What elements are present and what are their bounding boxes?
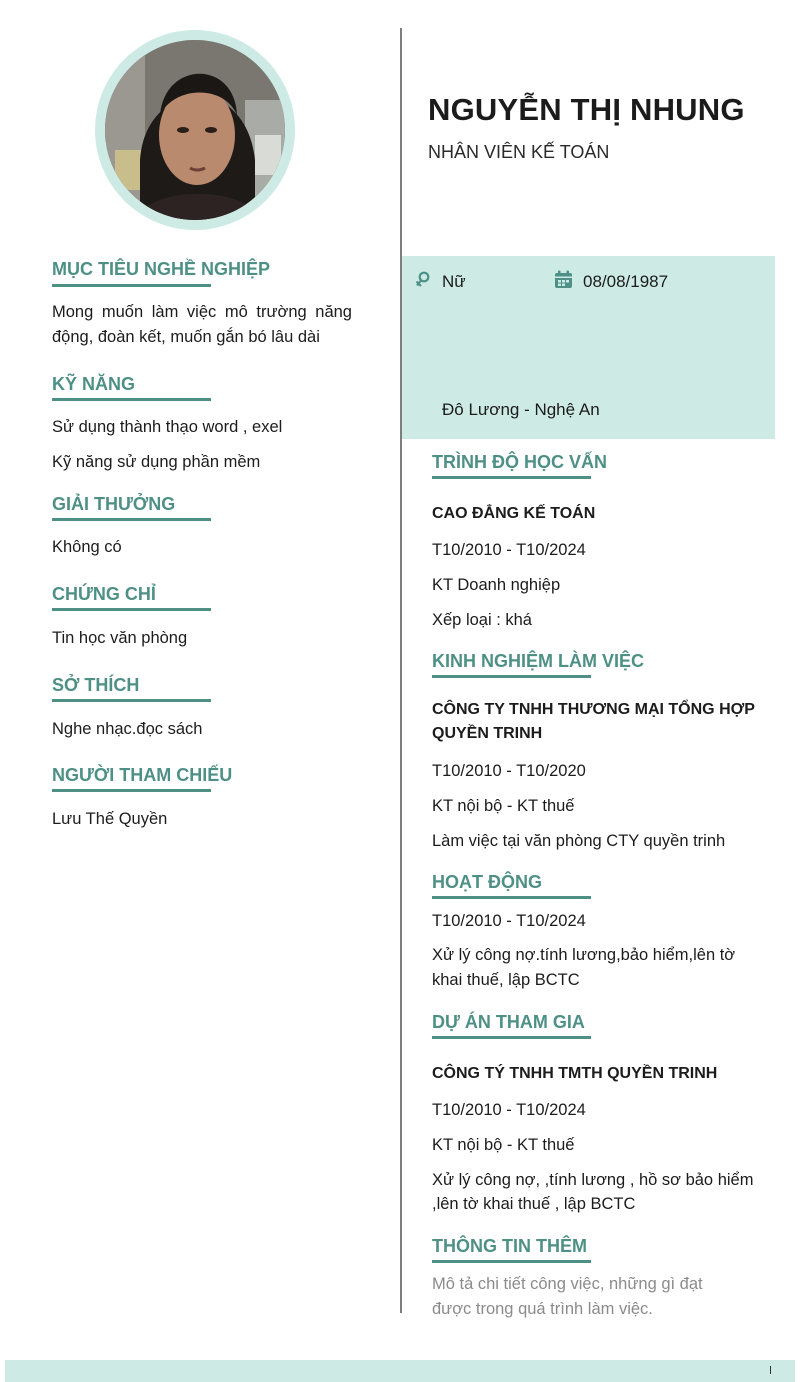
activities-underline xyxy=(432,896,591,899)
projects-company: CÔNG TÝ TNHH TMTH QUYỀN TRINH xyxy=(432,1065,718,1082)
certificates-underline xyxy=(52,608,211,611)
activities-description: Xử lý công nợ.tính lương,bảo hiểm,lên tờ khai thuế, lập BCTC xyxy=(432,946,736,989)
skill-item: Kỹ năng sử dụng phần mềm xyxy=(52,453,261,471)
objective-title: MỤC TIÊU NGHỀ NGHIỆP xyxy=(52,259,271,279)
hobbies-title: SỞ THÍCH xyxy=(52,675,140,695)
references-text: Lưu Thế Quyền xyxy=(52,810,168,828)
activities-period: T10/2010 - T10/2024 xyxy=(432,912,586,930)
skills-title: KỸ NĂNG xyxy=(52,374,136,394)
skill-item: Sử dụng thành thạo word , exel xyxy=(52,418,283,436)
references-title: NGƯỜI THAM CHIẾU xyxy=(52,765,233,785)
projects-period: T10/2010 - T10/2024 xyxy=(432,1101,586,1119)
education-grade: Xếp loại : khá xyxy=(432,611,532,629)
job-title: NHÂN VIÊN KẾ TOÁN xyxy=(428,142,610,162)
education-title: TRÌNH ĐỘ HỌC VẤN xyxy=(432,452,607,472)
projects-underline xyxy=(432,1036,591,1039)
experience-position: KT nội bộ - KT thuế xyxy=(432,797,575,815)
projects-description: Xử lý công nợ, ,tính lương , hồ sơ bảo hiểm ,lên tờ khai thuế , lập BCTC xyxy=(432,1171,754,1213)
additional-underline xyxy=(432,1260,591,1263)
hobbies-underline xyxy=(52,699,211,702)
column-divider xyxy=(400,28,402,1313)
experience-description: Làm việc tại văn phòng CTY quyền trinh xyxy=(432,832,726,850)
education-major: KT Doanh nghiệp xyxy=(432,576,561,594)
experience-period: T10/2010 - T10/2020 xyxy=(432,762,586,780)
additional-title: THÔNG TIN THÊM xyxy=(432,1236,587,1256)
gender-icon xyxy=(414,270,442,293)
footer-mark xyxy=(770,1366,771,1374)
contact-box xyxy=(402,256,775,439)
objective-text: Mong muốn làm việc mô trường năng động, đoàn kết, muốn gắn bó lâu dài xyxy=(52,303,352,346)
awards-title: GIẢI THƯỞNG xyxy=(52,494,176,514)
education-period: T10/2010 - T10/2024 xyxy=(432,541,586,559)
footer-bar xyxy=(5,1360,795,1382)
awards-text: Không có xyxy=(52,538,122,556)
address-value: Đô Lương - Nghệ An xyxy=(442,400,600,419)
birthday-info xyxy=(554,270,668,294)
projects-title: DỰ ÁN THAM GIA xyxy=(432,1012,585,1032)
experience-company: CÔNG TY TNHH THƯƠNG MẠI TỔNG HỢP QUYỀN TRINH xyxy=(432,701,755,742)
references-underline xyxy=(52,789,211,792)
birthday-value: 08/08/1987 xyxy=(583,272,669,291)
education-school: CAO ĐẲNG KẾ TOÁN xyxy=(432,505,596,522)
projects-position: KT nội bộ - KT thuế xyxy=(432,1136,575,1154)
certificates-title: CHỨNG CHỈ xyxy=(52,584,156,604)
additional-placeholder[interactable]: Mô tả chi tiết công việc, những gì đạt được trong quá trình làm việc. xyxy=(432,1275,703,1318)
hobbies-text: Nghe nhạc.đọc sách xyxy=(52,720,203,738)
gender-value: Nữ xyxy=(442,271,466,291)
experience-title: KINH NGHIỆM LÀM VIỆC xyxy=(432,651,645,671)
objective-underline xyxy=(52,284,211,287)
calendar-icon xyxy=(554,270,583,294)
candidate-name: NGUYỄN THỊ NHUNG xyxy=(428,92,745,127)
certificates-text: Tin học văn phòng xyxy=(52,629,188,647)
gender-info xyxy=(414,270,466,293)
experience-underline xyxy=(432,675,591,678)
skills-underline xyxy=(52,398,211,401)
activities-title: HOẠT ĐỘNG xyxy=(432,872,542,892)
awards-underline xyxy=(52,518,211,521)
address-info xyxy=(442,400,600,420)
avatar-photo xyxy=(105,40,285,220)
avatar-ring xyxy=(95,30,295,230)
avatar xyxy=(105,40,285,220)
education-underline xyxy=(432,476,591,479)
